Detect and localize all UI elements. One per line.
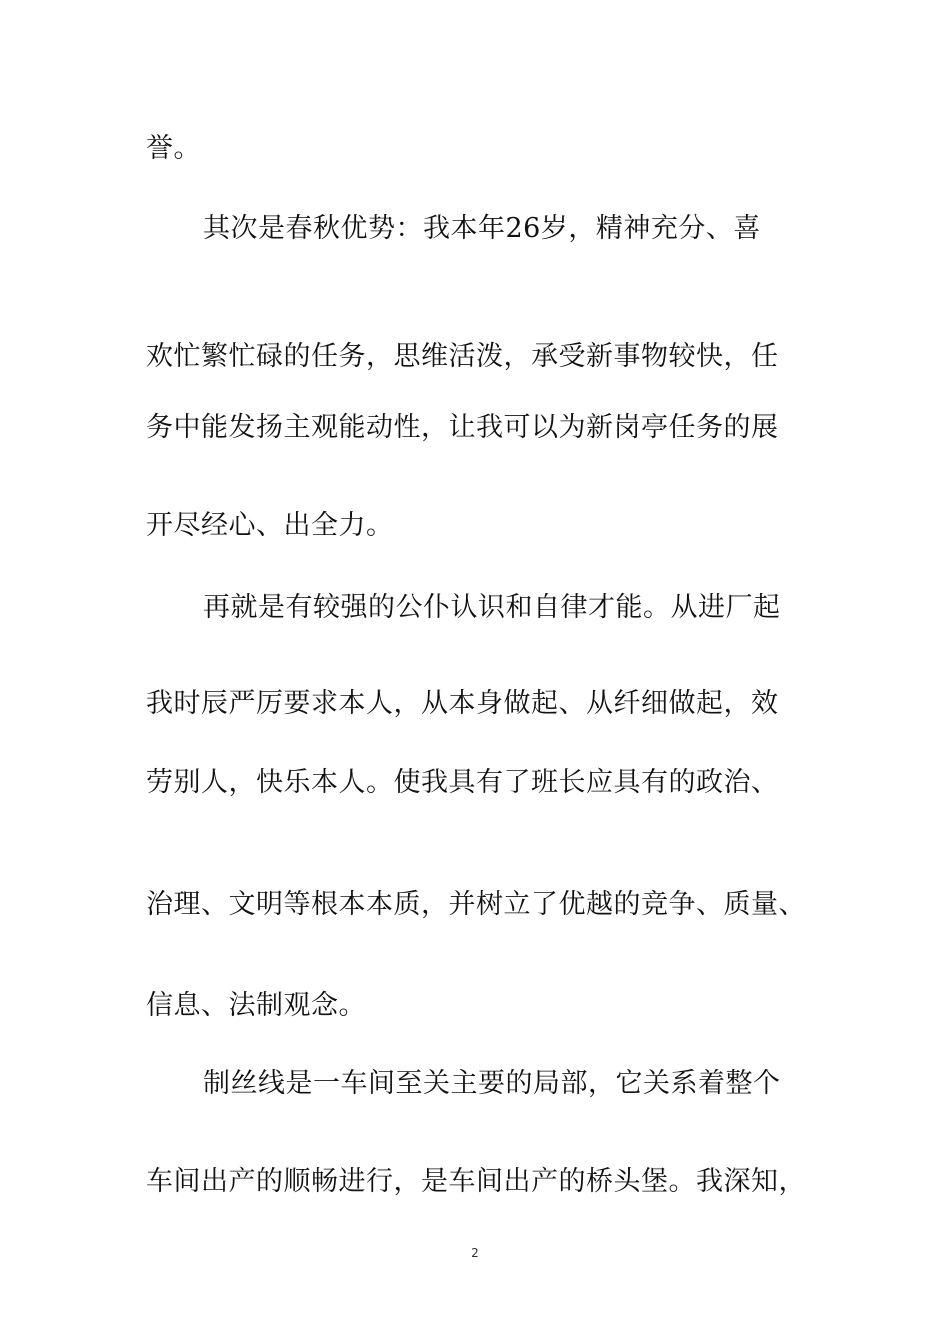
page-number: 2 xyxy=(471,1246,479,1260)
text-line-4: 务中能发扬主观能动性，让我可以为新岗亭任务的展 xyxy=(146,412,779,443)
text-line-10: 信息、法制观念。 xyxy=(146,990,366,1021)
text-line-12: 车间出产的顺畅进行，是车间出产的桥头堡。我深知， xyxy=(146,1166,806,1197)
text-line-11: 制丝线是一车间至关主要的局部，它关系着整个 xyxy=(203,1068,781,1099)
text-line-6: 再就是有较强的公仆认识和自律才能。从进厂起 xyxy=(203,592,781,623)
text-line-3: 欢忙繁忙碌的任务，思维活泼，承受新事物较快，任 xyxy=(146,341,779,372)
text-line-1: 誉。 xyxy=(146,133,201,164)
text-line-2: 其次是春秋优势：我本年26岁，精神充分、喜 xyxy=(203,213,761,244)
text-line-7: 我时辰严厉要求本人，从本身做起、从纤细做起，效 xyxy=(146,688,779,719)
text-line-5: 开尽经心、出全力。 xyxy=(146,510,394,541)
text-line-9: 治理、文明等根本本质，并树立了优越的竞争、质量、 xyxy=(146,889,806,920)
text-line-8: 劳别人，快乐本人。使我具有了班长应具有的政治、 xyxy=(146,767,779,798)
